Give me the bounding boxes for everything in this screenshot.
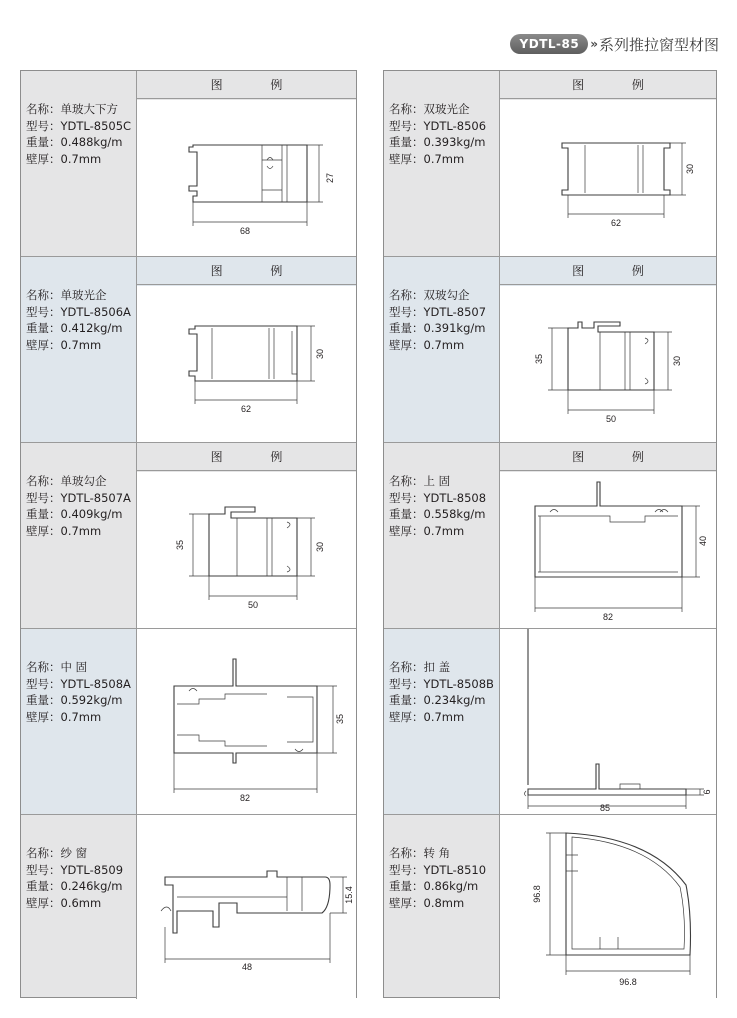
profile-drawing: [500, 286, 716, 442]
profile-weight: 0.391kg/m: [423, 321, 486, 335]
profile-thickness: 0.7mm: [60, 523, 102, 538]
profile-weight: 0.246kg/m: [60, 879, 123, 893]
profile-shape: [566, 833, 691, 955]
profile-name: 中 固: [60, 660, 88, 674]
left-column: [20, 70, 357, 998]
profile-name: 双玻勾企: [423, 288, 470, 302]
dim-height-right: 30: [315, 541, 325, 553]
dim-height: 35: [335, 713, 345, 725]
profile-row: [21, 257, 356, 443]
profile-weight: 0.558kg/m: [423, 507, 486, 521]
profile-info: 名称：单玻勾企 型号：YDTL-8507A 重量：0.409kg/m 壁厚：0.7mm: [21, 443, 137, 628]
profile-shape: [189, 145, 307, 202]
profile-thickness: 0.6mm: [60, 895, 102, 910]
profile-name: 上 固: [423, 474, 451, 488]
profile-model: YDTL-8508B: [423, 676, 494, 691]
dim-width: 62: [240, 404, 252, 414]
profile-info: 名称：双玻光企 型号：YDTL-8506 重量：0.393kg/m 壁厚：0.7mm: [384, 71, 500, 256]
profile-thickness: 0.7mm: [423, 151, 465, 166]
profile-info: 名称：纱 窗 型号：YDTL-8509 重量：0.246kg/m 壁厚：0.6mm: [21, 815, 137, 999]
legend-header: 图 例: [500, 257, 716, 285]
profile-thickness: 0.7mm: [60, 709, 102, 724]
profile-weight: 0.393kg/m: [423, 135, 486, 149]
series-badge: YDTL-85: [510, 34, 589, 54]
profile-thickness: 0.7mm: [60, 151, 102, 166]
profile-drawing: [137, 815, 356, 999]
profile-info: 名称：转 角 型号：YDTL-8510 重量：0.86kg/m 壁厚：0.8mm: [384, 815, 500, 999]
profile-name: 纱 窗: [60, 846, 88, 860]
profile-name: 转 角: [423, 846, 451, 860]
dim-height: 6: [702, 789, 712, 795]
dim-width: 85: [599, 803, 611, 813]
dim-height-right: 30: [672, 355, 682, 367]
dim-height-left: 35: [534, 353, 544, 365]
profile-drawing: [137, 629, 356, 814]
profile-weight: 0.234kg/m: [423, 693, 486, 707]
profile-drawing: [500, 100, 716, 256]
profile-name: 单玻勾企: [60, 474, 107, 488]
dim-width: 68: [239, 226, 251, 236]
profile-info: 名称：单玻大下方 型号：YDTL-8505C 重量：0.488kg/m 壁厚：0.7mm: [21, 71, 137, 256]
chevron-icon: »: [590, 37, 596, 51]
profile-drawing: [500, 629, 716, 814]
profile-shape: [189, 326, 297, 381]
profile-model: YDTL-8506: [423, 118, 487, 133]
dim-width: 50: [605, 414, 617, 424]
profile-drawing: [137, 100, 356, 256]
profile-weight: 0.488kg/m: [60, 135, 123, 149]
legend-header: 图 例: [500, 71, 716, 99]
profile-shape: [568, 322, 654, 390]
profile-drawing: [500, 472, 716, 628]
dim-width: 82: [602, 612, 614, 622]
dim-height: 30: [685, 163, 695, 175]
profile-info: 名称：扣 盖 型号：YDTL-8508B 重量：0.234kg/m 壁厚：0.7mm: [384, 629, 500, 814]
dim-height-left: 35: [175, 539, 185, 551]
profile-shape: [174, 659, 317, 763]
profile-thickness: 0.7mm: [423, 523, 465, 538]
right-column: [383, 70, 717, 998]
profile-info: 名称：中 固 型号：YDTL-8508A 重量：0.592kg/m 壁厚：0.7mm: [21, 629, 137, 814]
profile-weight: 0.409kg/m: [60, 507, 123, 521]
profile-shape: [165, 871, 330, 933]
profile-shape: [209, 507, 297, 576]
dim-height: 40: [698, 535, 708, 547]
profile-shape: [535, 482, 682, 577]
legend-header: 图 例: [137, 257, 356, 285]
profile-model: YDTL-8505C: [60, 118, 132, 133]
profile-weight: 0.592kg/m: [60, 693, 123, 707]
profile-drawing: [500, 815, 716, 999]
profile-model: YDTL-8509: [60, 862, 124, 877]
dim-width: 50: [247, 600, 259, 610]
profile-info: 名称：上 固 型号：YDTL-8508 重量：0.558kg/m 壁厚：0.7mm: [384, 443, 500, 628]
profile-row: [21, 629, 356, 815]
profile-shape: [528, 629, 686, 795]
profile-model: YDTL-8508: [423, 490, 487, 505]
profile-thickness: 0.7mm: [423, 709, 465, 724]
profile-weight: 0.412kg/m: [60, 321, 123, 335]
profile-model: YDTL-8508A: [60, 676, 131, 691]
profile-row: [384, 629, 716, 815]
legend-header: 图 例: [137, 443, 356, 471]
page-header: [510, 33, 719, 55]
dim-height: 15.4: [344, 886, 354, 904]
profile-model: YDTL-8506A: [60, 304, 131, 319]
profile-row: [384, 257, 716, 443]
dim-height: 27: [325, 172, 335, 184]
profile-row: [21, 71, 356, 257]
profile-thickness: 0.7mm: [423, 337, 465, 352]
profile-weight: 0.86kg/m: [423, 879, 479, 893]
profile-drawing: [137, 286, 356, 442]
dim-height: 96.8: [532, 885, 542, 903]
profile-model: YDTL-8507: [423, 304, 487, 319]
dim-width: 62: [610, 218, 622, 228]
profile-thickness: 0.7mm: [60, 337, 102, 352]
profile-model: YDTL-8510: [423, 862, 487, 877]
profile-row: [384, 815, 716, 999]
profile-row: [21, 815, 356, 999]
profile-thickness: 0.8mm: [423, 895, 465, 910]
dim-width: 82: [239, 793, 251, 803]
profile-name: 单玻大下方: [60, 102, 118, 116]
legend-header: 图 例: [137, 71, 356, 99]
profile-name: 双玻光企: [423, 102, 470, 116]
legend-header: 图 例: [500, 443, 716, 471]
profile-shape: [562, 143, 670, 195]
dim-height: 30: [315, 348, 325, 360]
dim-width: 48: [241, 962, 253, 972]
profile-drawing: [137, 472, 356, 628]
page-title: 系列推拉窗型材图: [598, 35, 719, 54]
dim-width: 96.8: [619, 977, 637, 987]
profile-info: 名称：单玻光企 型号：YDTL-8506A 重量：0.412kg/m 壁厚：0.7mm: [21, 257, 137, 442]
profile-name: 扣 盖: [423, 660, 451, 674]
profile-info: 名称：双玻勾企 型号：YDTL-8507 重量：0.391kg/m 壁厚：0.7mm: [384, 257, 500, 442]
profile-row: [384, 71, 716, 257]
profile-row: [384, 443, 716, 629]
profile-name: 单玻光企: [60, 288, 107, 302]
profile-row: [21, 443, 356, 629]
profile-model: YDTL-8507A: [60, 490, 131, 505]
